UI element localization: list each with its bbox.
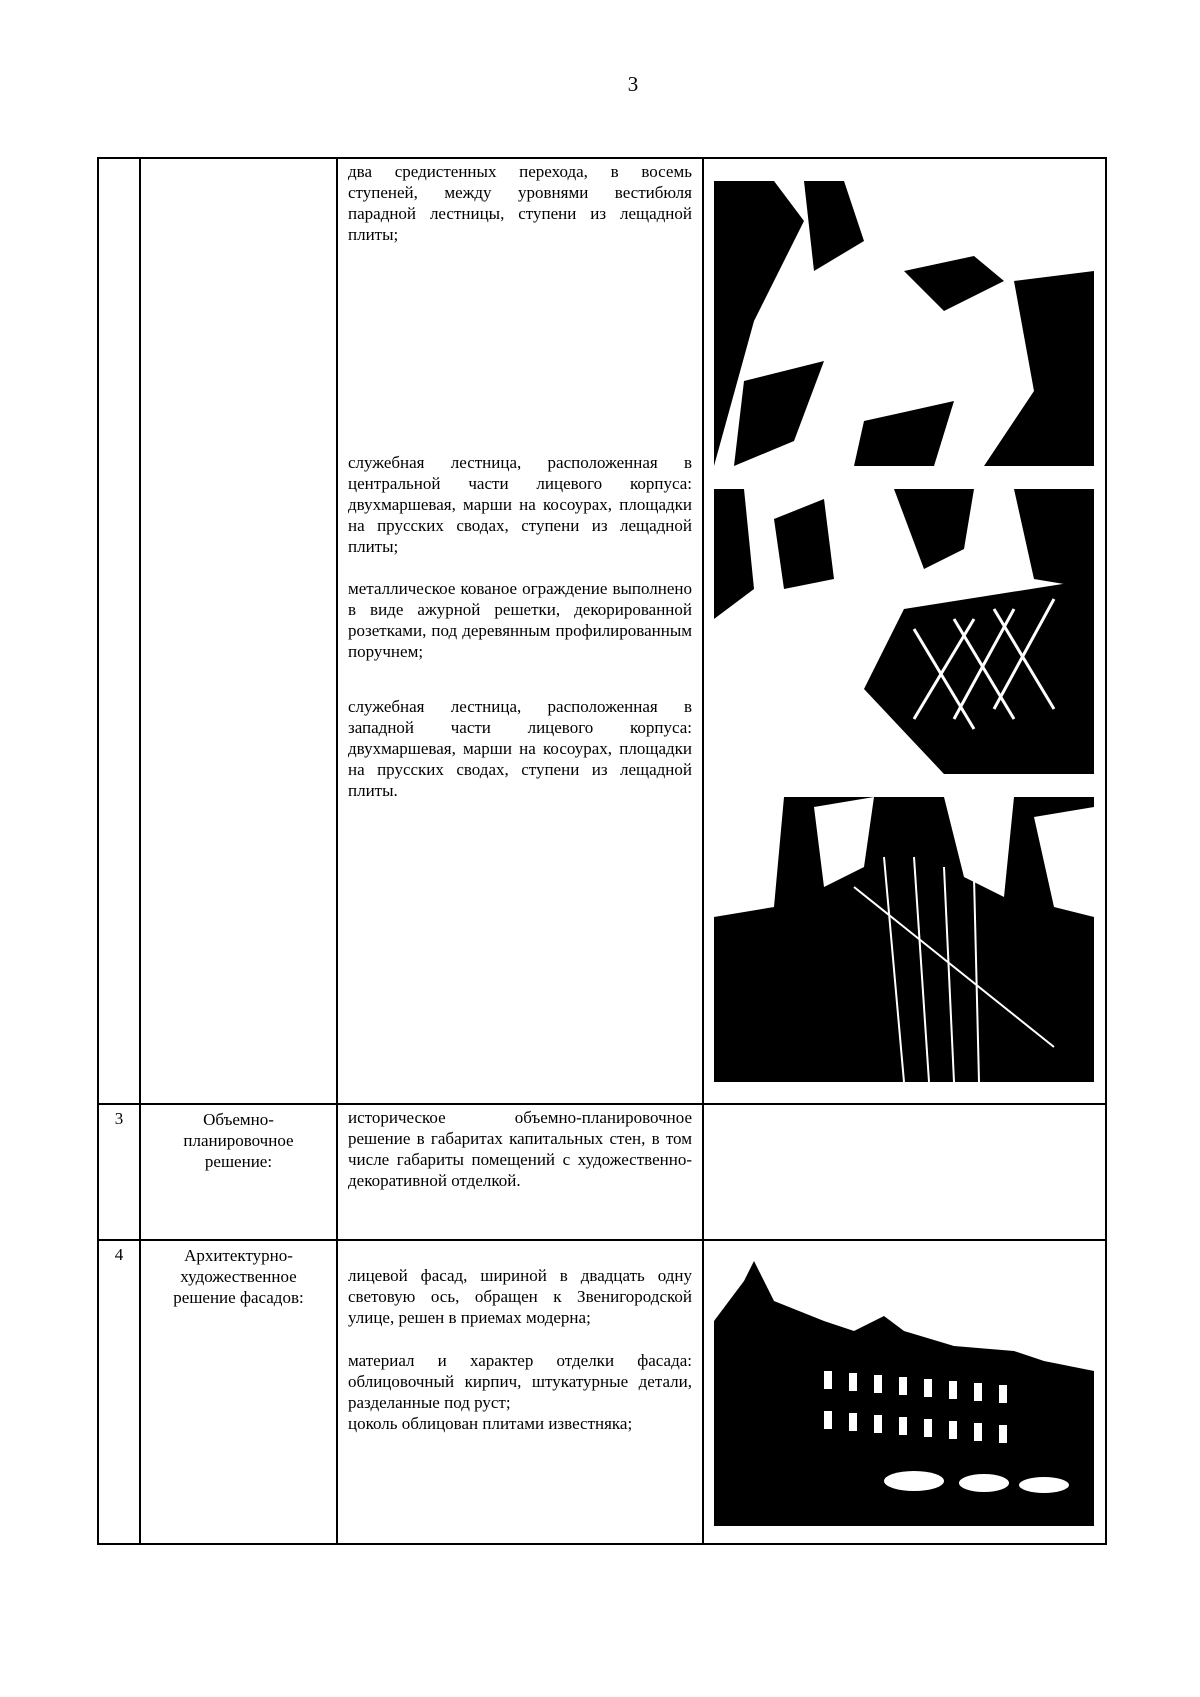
plinth-text: цоколь облицован плитами известняка;: [348, 1414, 633, 1433]
forged-railing-text: металлическое кованое ограждение выполнено в виде ажурной решетки, декорированной розетками, под деревянным профилированным поручнем;: [348, 579, 692, 661]
element-name: Архитектурно-художественное решение фасадов:: [140, 1240, 337, 1544]
row-number: 3: [98, 1104, 140, 1240]
facade-materials-text: материал и характер отделки фасада: облицовочный кирпич, штукатурные детали, разделанные под руст;: [348, 1351, 692, 1412]
photo-cell: [703, 1240, 1106, 1544]
central-stair-railing-photo: [714, 489, 1094, 774]
central-service-stair-text: служебная лестница, расположенная в центральной части лицевого корпуса: двухмаршевая, марши на косоурах, площадки на прусских сводах, ступени из лещадной плиты;: [348, 453, 692, 556]
number-cell: [98, 158, 140, 1104]
main-facade-text: лицевой фасад, шириной в двадцать одну световую ось, обращен к Звенигородской улице, решен в приемах модерна;: [348, 1266, 692, 1327]
stair-landing-photo: [714, 181, 1094, 466]
row-number: 4: [98, 1240, 140, 1544]
facade-photo: [714, 1261, 1094, 1526]
western-stair-photo: [714, 797, 1094, 1082]
planning-solution-text: историческое объемно-планировочное решение в габаритах капитальных стен, в том числе габариты помещений с художественно-декоративной отделкой.: [348, 1108, 692, 1190]
table-row: [98, 158, 1106, 1104]
object-description-table: [97, 157, 1107, 1545]
photo-cell: [703, 158, 1106, 1104]
photo-cell: [703, 1104, 1106, 1240]
description-cell: [337, 158, 703, 1104]
name-cell: [140, 158, 337, 1104]
description-cell: [337, 1240, 703, 1544]
table-row: [98, 1240, 1106, 1544]
page-number: 3: [627, 72, 639, 96]
table-row: [98, 1104, 1106, 1240]
stair-transitions-text: два средистенных перехода, в восемь ступеней, между уровнями вестибюля парадной лестницы, ступени из лещадной плиты;: [348, 162, 692, 244]
description-cell: [337, 1104, 703, 1240]
western-service-stair-text: служебная лестница, расположенная в западной части лицевого корпуса: двухмаршевая, марши на косоурах, площадки на прусских сводах, ступени из лещадной плиты.: [348, 697, 692, 800]
element-name: Объемно-планировочное решение:: [140, 1104, 337, 1240]
